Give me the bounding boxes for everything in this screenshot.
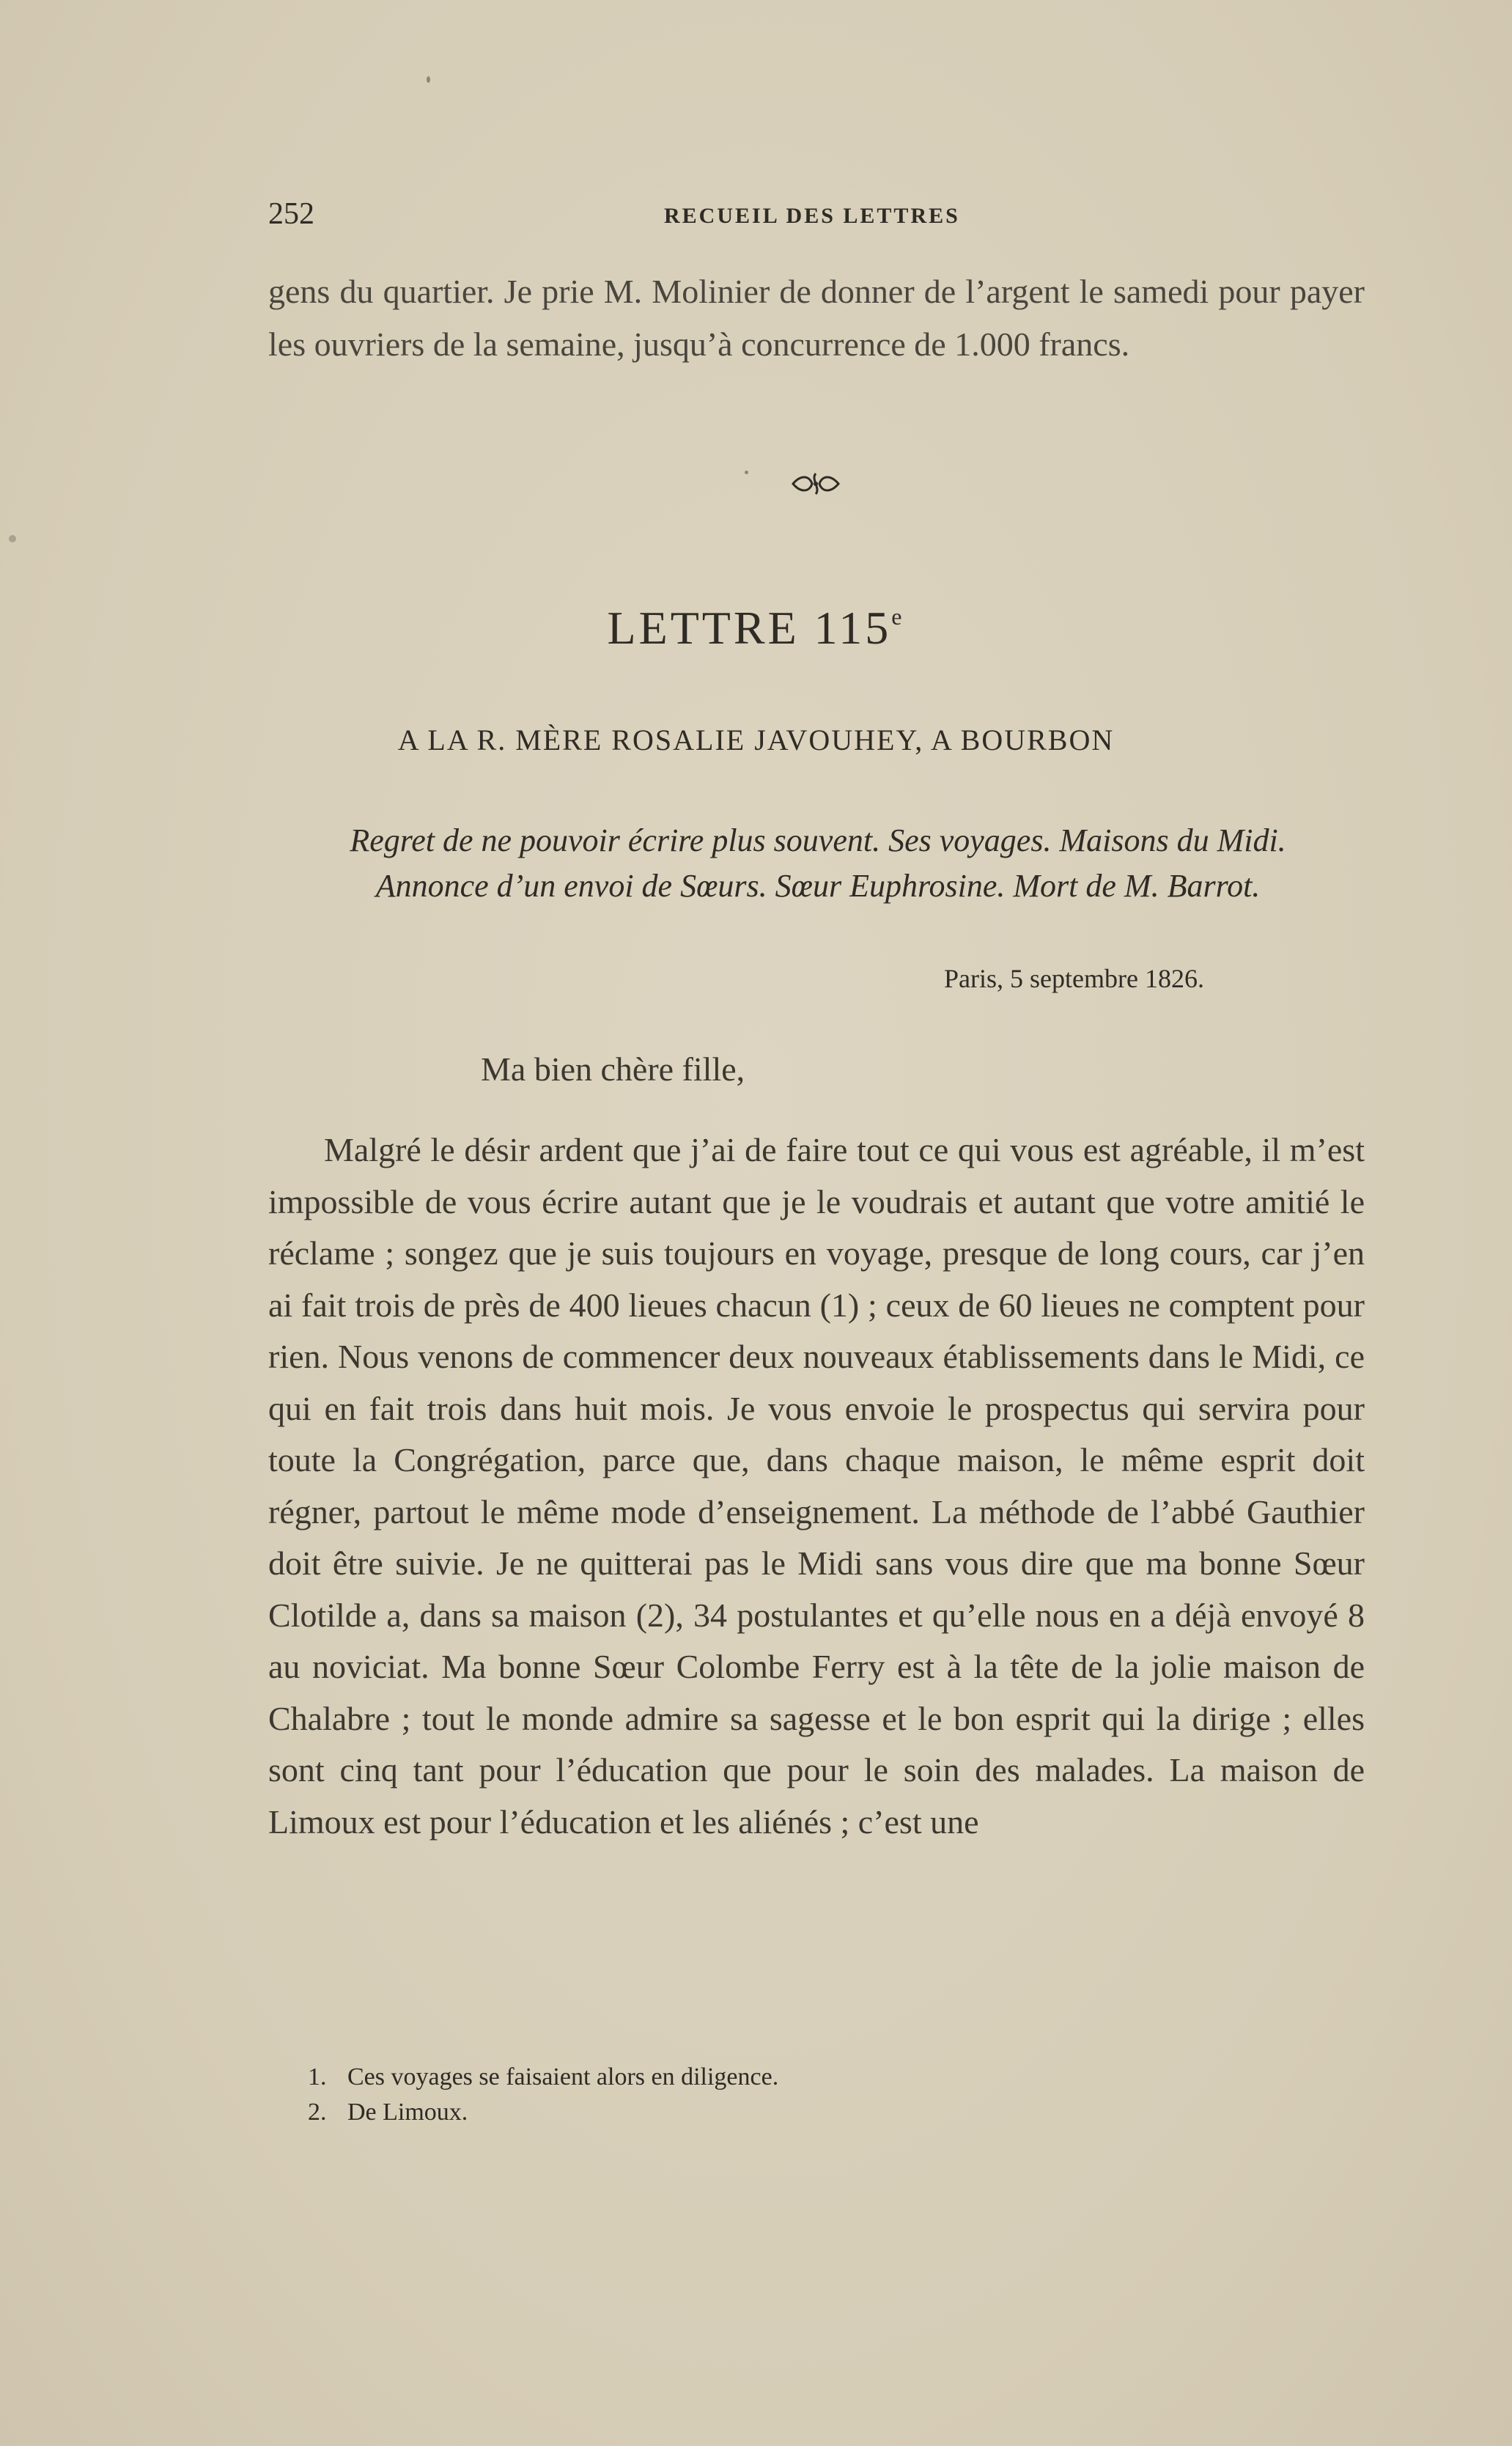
letter-title bbox=[0, 601, 1512, 655]
footnote-number: 1. bbox=[308, 2063, 327, 2090]
footnote-number: 2. bbox=[308, 2099, 327, 2126]
paper-speck bbox=[745, 471, 748, 474]
footnotes bbox=[308, 2060, 778, 2130]
fleuron-ornament-icon bbox=[790, 469, 841, 498]
letter-dateline: Paris, 5 septembre 1826. bbox=[944, 964, 1204, 993]
footnote-item bbox=[308, 2060, 778, 2095]
summary-line: Regret de ne pouvoir écrire plus souvent. Ses voyages. Maisons du Midi. bbox=[350, 822, 1286, 858]
letter-title-text: LETTRE 115 bbox=[607, 602, 892, 654]
running-title: RECUEIL DES LETTRES bbox=[664, 204, 960, 228]
letter-recipient: A LA R. MÈRE ROSALIE JAVOUHEY, A BOURBON bbox=[397, 723, 1115, 756]
paper-speck bbox=[9, 535, 16, 542]
footnote-item bbox=[308, 2095, 778, 2130]
letter-salutation: Ma bien chère fille, bbox=[481, 1050, 745, 1088]
page-header bbox=[268, 196, 1368, 240]
letter-title-superscript: e bbox=[891, 603, 905, 630]
summary-line: Annonce d’un envoi de Sœurs. Sœur Euphrosine. Mort de M. Barrot. bbox=[375, 868, 1261, 904]
letter-body: Malgré le désir ardent que j’ai de faire tout ce qui vous est agréable, il m’est impossible de vous écrire autant que je le voudrais et autant que votre amitié le réclame ; songez que je suis toujours en voyage, presque de long cours, car j’en ai fait trois de près de 400 lieues chacun (1) ; ceux de 60 lieues ne comptent pour rien. Nous venons de commencer deux nouveaux établissements dans le Midi, ce qui en fait trois dans huit mois. Je vous envoie le prospectus qui servira pour toute la Congrégation, parce que, dans chaque maison, le même esprit doit régner, partout le même mode d’enseignement. La méthode de l’abbé Gauthier doit être suivie. Je ne quitterai pas le Midi sans vous dire que ma bonne Sœur Clotilde a, dans sa maison (2), 34 postulantes et qu’elle nous en a déjà envoyé 8 au noviciat. Ma bonne Sœur Colombe Ferry est à la tête de la jolie maison de Chalabre ; tout le monde admire sa sagesse et le bon esprit qui la dirige ; elles sont cinq tant pour l’éducation que pour le soin des malades. La maison de Limoux est pour l’éducation et les aliénés ; c’est une bbox=[268, 1131, 1365, 1841]
footnote-text: Ces voyages se faisaient alors en diligence. bbox=[347, 2063, 779, 2090]
letter-summary bbox=[268, 818, 1368, 909]
continuation-paragraph: gens du quartier. Je prie M. Molinier de donner de l’argent le samedi pour payer les ouvriers de la semaine, jusqu’à concurrence de 1.000 francs. bbox=[268, 273, 1365, 363]
page-number: 252 bbox=[268, 197, 314, 231]
footnote-text: De Limoux. bbox=[347, 2099, 468, 2126]
paper-speck bbox=[427, 76, 430, 83]
